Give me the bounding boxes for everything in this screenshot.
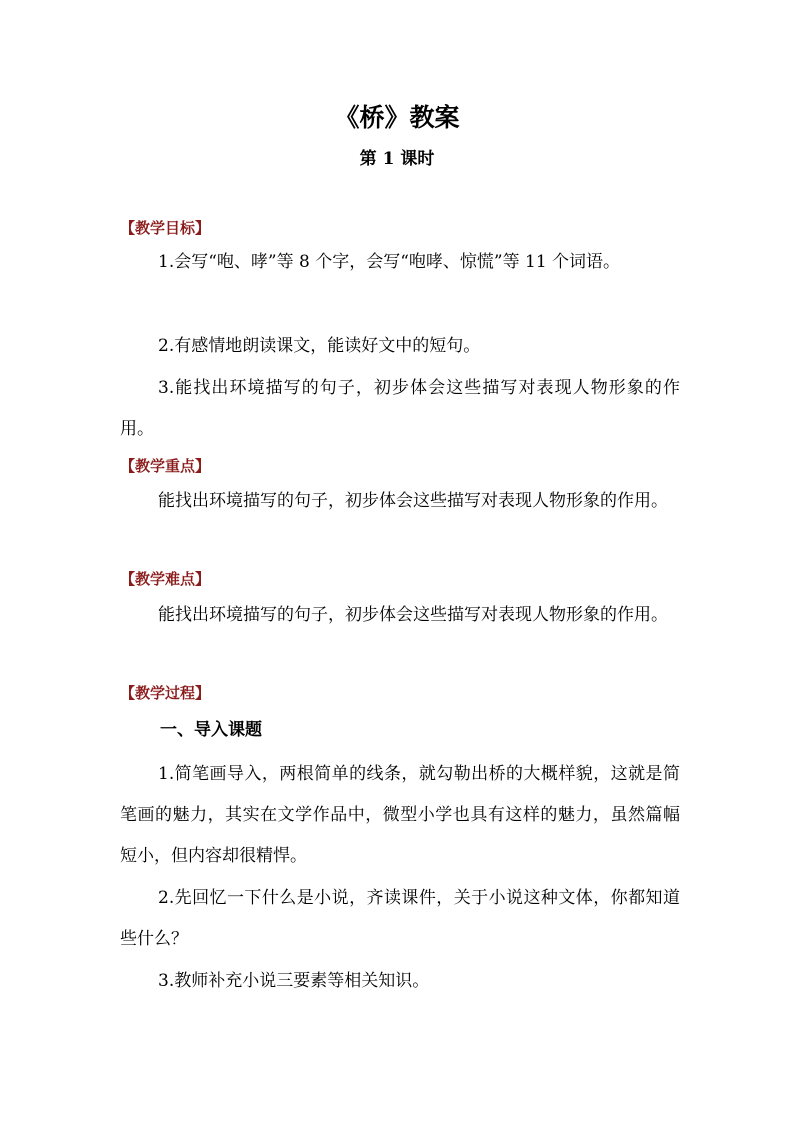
key-points-text: 能找出环境描写的句子，初步体会这些描写对表现人物形象的作用。: [158, 491, 668, 511]
process-heading: 【教学过程】: [120, 684, 211, 702]
lesson-subtitle: 第 1 课时: [359, 149, 435, 169]
objective-item: 2.有感情地朗读课文，能读好文中的短句。: [158, 336, 481, 356]
objective-item: 3.能找出环境描写的句子，初步体会这些描写对表现人物形象的作用。: [120, 378, 680, 439]
objective-item: 1.会写“咆、哮”等 8 个字，会写“咆哮、惊慌”等 11 个词语。: [158, 252, 621, 272]
process-item: 1.简笔画导入，两根简单的线条，就勾勒出桥的大概样貌，这就是简笔画的魅力，其实在文学作品中，微型小学也具有这样的魅力，虽然篇幅短小，但内容却很精悍。: [120, 764, 680, 866]
process-part1-title: 一、导入课题: [160, 720, 262, 740]
difficulties-text: 能找出环境描写的句子，初步体会这些描写对表现人物形象的作用。: [158, 605, 668, 625]
process-item: 2.先回忆一下什么是小说，齐读课件，关于小说这种文体，你都知道些什么？: [120, 888, 680, 949]
document-title: 《桥》教案: [334, 103, 460, 132]
key-points-heading: 【教学重点】: [120, 457, 211, 475]
process-item: 3.教师补充小说三要素等相关知识。: [158, 971, 430, 991]
objectives-heading: 【教学目标】: [120, 219, 211, 237]
difficulties-heading: 【教学难点】: [120, 570, 211, 588]
